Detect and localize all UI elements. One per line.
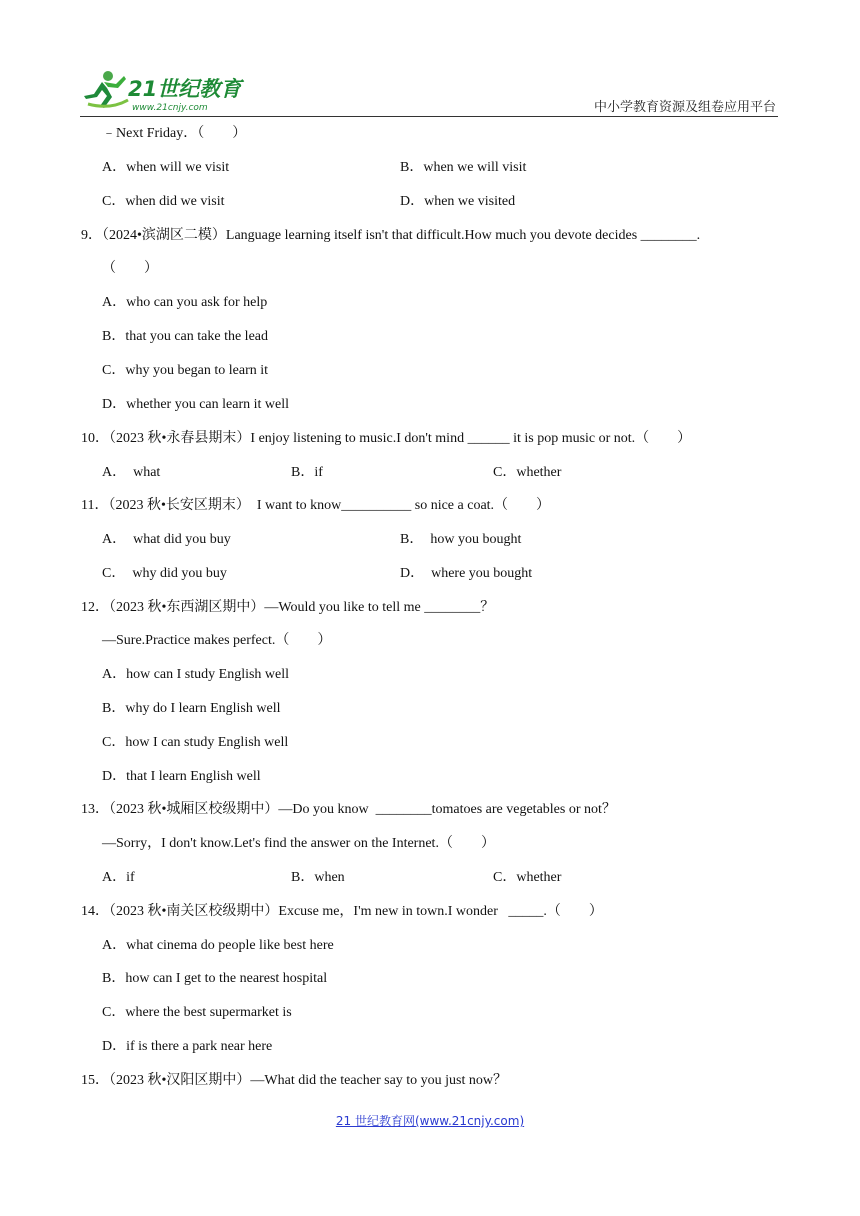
- svg-text:21世纪教育: 21世纪教育: [128, 77, 242, 101]
- option-c: C．where the best supermarket is: [102, 1005, 292, 1020]
- dialogue-reply: —Sure.Practice makes perfect.（ ）: [102, 633, 332, 648]
- svg-text:www.21cnjy.com: www.21cnjy.com: [132, 103, 208, 113]
- page-header: [80, 66, 778, 118]
- option-a: A． what: [102, 465, 161, 480]
- question-10: 10．（2023 秋•永春县期末）I enjoy listening to music.I don't mind ______ it is pop music or not.（ ）: [81, 431, 692, 446]
- option-c: C．how I can study English well: [102, 735, 289, 750]
- answer-line: ﹣Next Friday．（ ）: [102, 126, 247, 141]
- question-9: 9．（2024•滨湖区二模）Language learning itself isn't that difficult.How much you devote decides ________.: [81, 228, 701, 243]
- option-d: D．whether you can learn it well: [102, 397, 289, 412]
- logo-graphic: [80, 66, 250, 116]
- logo: [80, 66, 250, 116]
- option-b: B．if: [291, 465, 323, 480]
- option-d: D． where you bought: [400, 566, 533, 581]
- option-c: C．whether: [493, 465, 562, 480]
- answer-bracket: （ ）: [102, 261, 158, 276]
- option-d: D．if is there a park near here: [102, 1039, 273, 1054]
- question-15: 15．（2023 秋•汉阳区期中）—What did the teacher say to you just now？: [81, 1073, 508, 1088]
- option-d: D．when we visited: [400, 194, 516, 209]
- option-c: C． why did you buy: [102, 566, 227, 581]
- option-c: C．when did we visit: [102, 194, 225, 209]
- dialogue-reply: —Sorry，I don't know.Let's find the answer on the Internet.（ ）: [102, 836, 495, 851]
- option-b: B．how can I get to the nearest hospital: [102, 971, 328, 986]
- option-a: A．how can I study English well: [102, 667, 290, 682]
- option-a: A．if: [102, 870, 135, 885]
- option-c: C．why you began to learn it: [102, 363, 269, 378]
- option-b: B．when we will visit: [400, 160, 527, 175]
- question-14: 14．（2023 秋•南关区校级期中）Excuse me，I'm new in town.I wonder _____.（ ）: [81, 904, 603, 919]
- option-a: A．what cinema do people like best here: [102, 938, 334, 953]
- option-b: B．when: [291, 870, 345, 885]
- option-b: B．that you can take the lead: [102, 329, 268, 344]
- option-b: B． how you bought: [400, 532, 522, 547]
- option-b: B．why do I learn English well: [102, 701, 281, 716]
- footer-link[interactable]: 21 世纪教育网(www.21cnjy.com): [335, 1114, 525, 1128]
- header-divider: [80, 116, 778, 117]
- question-11: 11．（2023 秋•长安区期末） I want to know__________ so nice a coat.（ ）: [81, 498, 551, 513]
- platform-title: 中小学教育资源及组卷应用平台: [593, 100, 776, 115]
- option-a: A． what did you buy: [102, 532, 231, 547]
- option-c: C．whether: [493, 870, 562, 885]
- option-a: A．who can you ask for help: [102, 295, 268, 310]
- option-a: A．when will we visit: [102, 160, 230, 175]
- question-13: 13．（2023 秋•城厢区校级期中）—Do you know ________tomatoes are vegetables or not？: [81, 802, 616, 817]
- option-d: D．that I learn English well: [102, 769, 261, 784]
- question-12: 12．（2023 秋•东西湖区期中）—Would you like to tell me ________？: [81, 600, 495, 615]
